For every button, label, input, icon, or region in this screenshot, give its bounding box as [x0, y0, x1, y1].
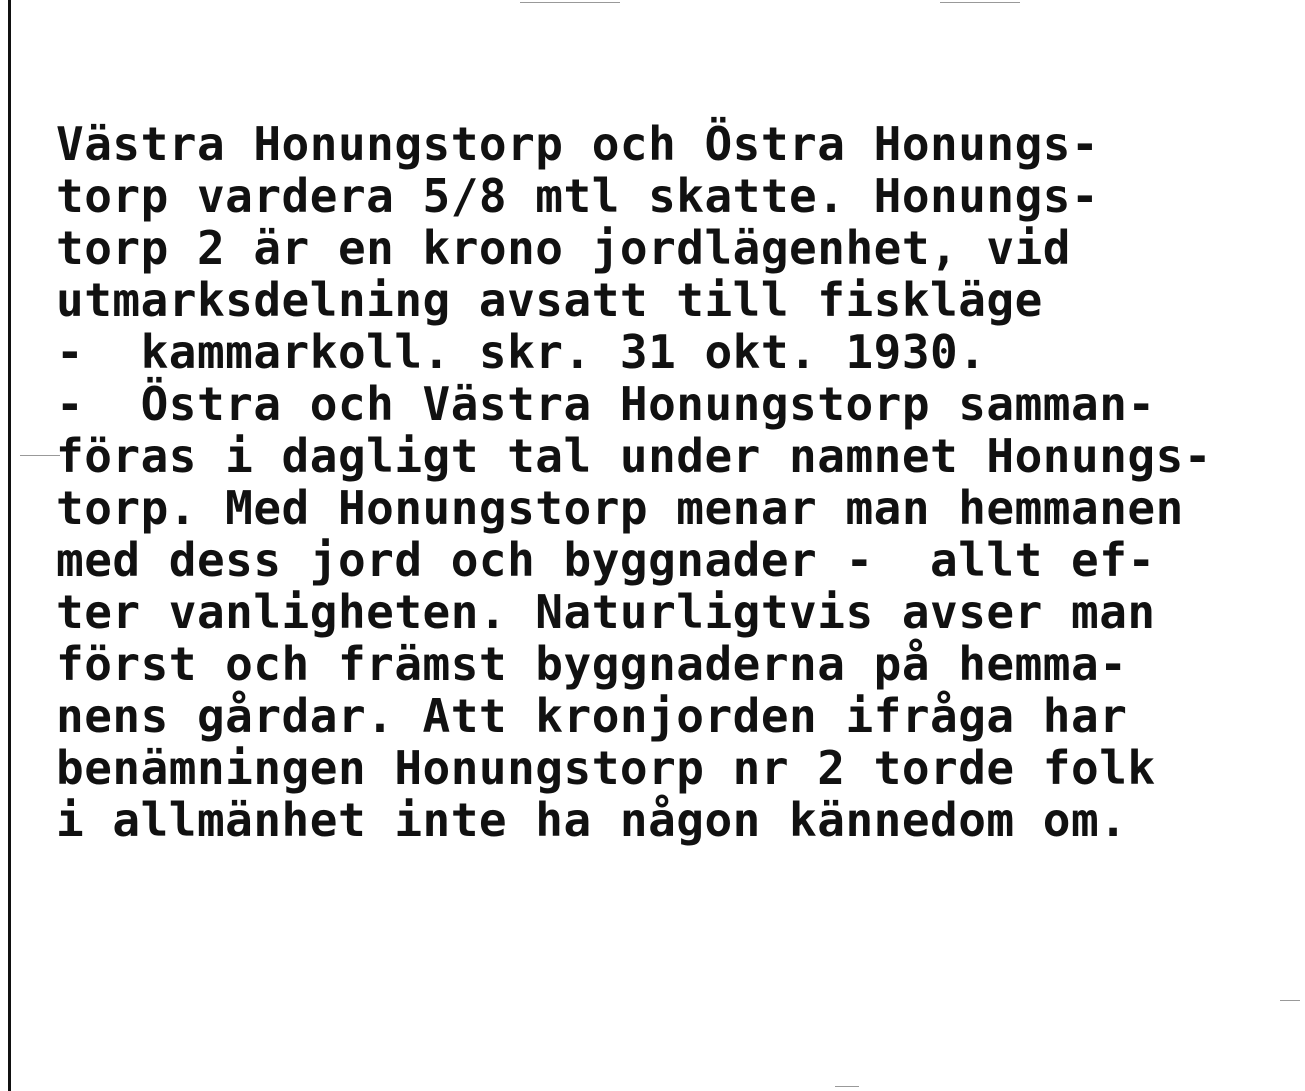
scan-speck: [1280, 1000, 1300, 1001]
scan-speck: [835, 1086, 859, 1087]
text-line: - Östra och Västra Honungstorp samman-: [56, 377, 1156, 431]
card-left-edge: [8, 0, 11, 1091]
text-line: - kammarkoll. skr. 31 okt. 1930.: [56, 325, 987, 379]
text-line: torp 2 är en krono jordlägenhet, vid: [56, 221, 1071, 275]
scan-speck: [520, 2, 620, 3]
typed-text-block: [56, 118, 1296, 846]
text-line: nens gårdar. Att kronjorden ifråga har: [56, 689, 1128, 743]
text-line: i allmänhet inte ha någon kännedom om.: [56, 793, 1128, 847]
text-line: föras i dagligt tal under namnet Honungs-: [56, 429, 1212, 483]
text-line: med dess jord och byggnader - allt ef-: [56, 533, 1156, 587]
scan-speck: [940, 2, 1020, 3]
text-line: ter vanligheten. Naturligtvis avser man: [56, 585, 1156, 639]
text-line: först och främst byggnaderna på hemma-: [56, 637, 1128, 691]
text-line: torp vardera 5/8 mtl skatte. Honungs-: [56, 169, 1100, 223]
text-line: utmarksdelning avsatt till fiskläge: [56, 273, 1043, 327]
text-line: benämningen Honungstorp nr 2 torde folk: [56, 741, 1156, 795]
text-line: Västra Honungstorp och Östra Honungs-: [56, 117, 1100, 171]
scan-speck: [20, 455, 60, 456]
text-line: torp. Med Honungstorp menar man hemmanen: [56, 481, 1184, 535]
